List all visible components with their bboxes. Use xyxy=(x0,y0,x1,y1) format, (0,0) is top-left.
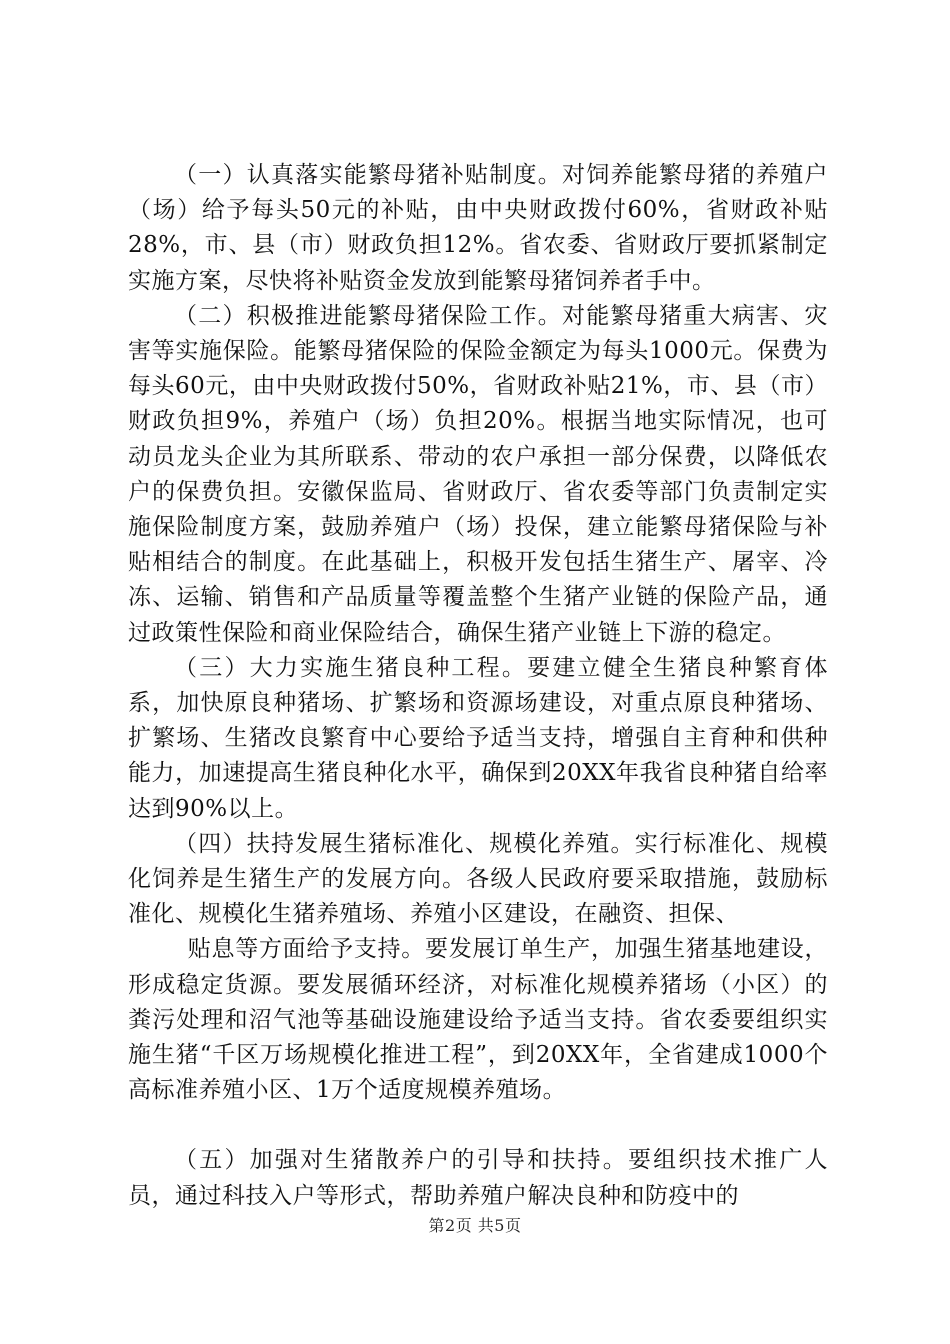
paragraph-3: （三）大力实施生猪良种工程。要建立健全生猪良种繁育体系，加快原良种猪场、扩繁场和资源场建设，对重点原良种猪场、扩繁场、生猪改良繁育中心要给予适当支持，增强自主育种和供种能力，加速提高生猪良种化水平，确保到20XX年我省良种猪自给率达到90%以上。 xyxy=(128,654,828,822)
paragraph-2: （二）积极推进能繁母猪保险工作。对能繁母猪重大病害、灾害等实施保险。能繁母猪保险的保险金额定为每头1000元。保费为每头60元，由中央财政拨付50%，省财政补贴21%，市、县（市）财政负担9%，养殖户（场）负担20%。根据当地实际情况，也可动员龙头企业为其所联系、带动的农户承担一部分保费，以降低农户的保费负担。安徽保监局、省财政厅、省农委等部门负责制定实施保险制度方案，鼓励养殖户（场）投保，建立能繁母猪保险与补贴相结合的制度。在此基础上，积极开发包括生猪生产、屠宰、冷冻、运输、销售和产品质量等覆盖整个生猪产业链的保险产品，通过政策性保险和商业保险结合，确保生猪产业链上下游的稳定。 xyxy=(128,302,828,646)
paragraph-4: （四）扶持发展生猪标准化、规模化养殖。实行标准化、规模化饲养是生猪生产的发展方向。各级人民政府要采取措施，鼓励标准化、规模化生猪养殖场、养殖小区建设，在融资、担保、 xyxy=(128,830,828,928)
page-number-footer: 第2页 共5页 xyxy=(428,1216,522,1235)
paragraph-6: （五）加强对生猪散养户的引导和扶持。要组织技术推广人员，通过科技入户等形式，帮助养殖户解决良种和防疫中的 xyxy=(128,1147,828,1209)
document-body xyxy=(128,158,828,1214)
paragraph-5: 贴息等方面给予支持。要发展订单生产，加强生猪基地建设，形成稳定货源。要发展循环经济，对标准化规模养猪场（小区）的粪污处理和沼气池等基础设施建设给予适当支持。省农委要组织实施生猪“千区万场规模化推进工程”，到20XX年，全省建成1000个高标准养殖小区、1万个适度规模养殖场。 xyxy=(128,936,828,1104)
paragraph-1: （一）认真落实能繁母猪补贴制度。对饲养能繁母猪的养殖户（场）给予每头50元的补贴，由中央财政拨付60%，省财政补贴28%，市、县（市）财政负担12%。省农委、省财政厅要抓紧制定实施方案，尽快将补贴资金发放到能繁母猪饲养者手中。 xyxy=(128,162,828,294)
